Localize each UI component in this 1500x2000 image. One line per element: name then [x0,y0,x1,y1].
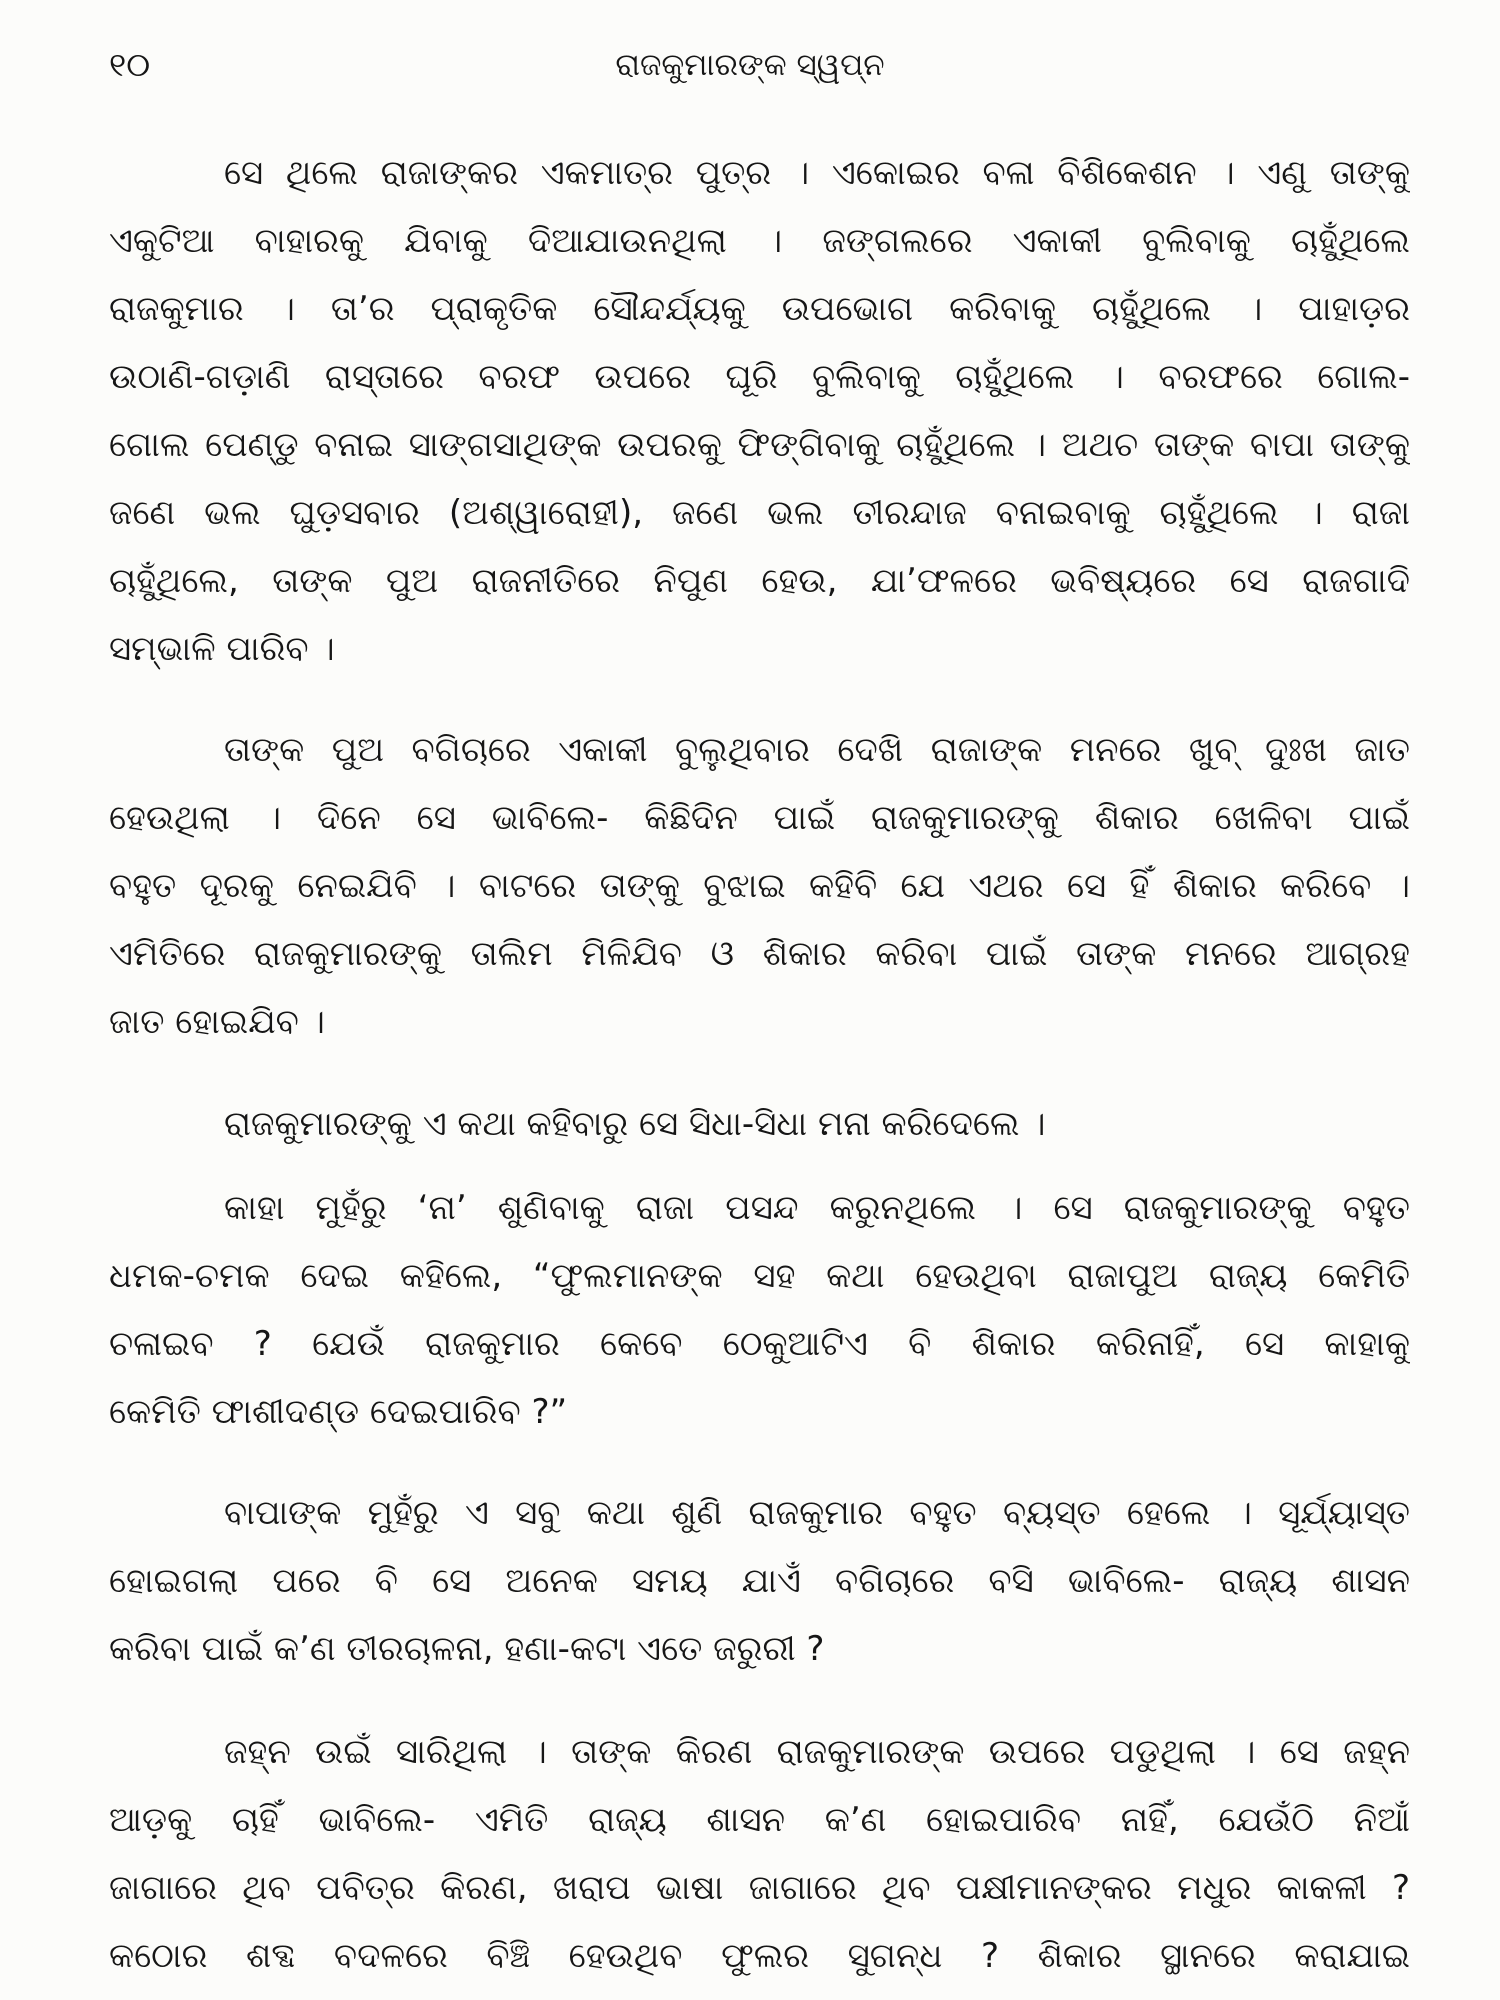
paragraph-4 [109,1174,1410,1446]
paragraph-5 [109,1479,1410,1683]
paragraph-line: ସେ ଥିଲେ ରାଜାଙ୍କର ଏକମାତ୍ର ପୁତ୍ର । ଏକୋଇର ବଳା ବିଶିକେଶନ । ଏଣୁ ତାଙ୍କୁ [224,153,1410,193]
paragraph-line: ଧମକ-ଚମକ ଦେଇ କହିଲେ, “ଫୁଲମାନଙ୍କ ସହ କଥା ହେଉଥିବା ରାଜାପୁଅ ରାଜ୍ୟ କେମିତି [109,1256,1410,1296]
paragraph-line: ଏକୁଟିଆ ବାହାରକୁ ଯିବାକୁ ଦିଆଯାଉନଥିଲା । ଜଙ୍ଗଲରେ ଏକାକୀ ବୁଲିବାକୁ ଚାହୁଁଥିଲେ [109,221,1410,261]
paragraph-line: ତାଙ୍କ ପୁଅ ବଗିଚାରେ ଏକାକୀ ବୁଲୁଥିବାର ଦେଖି ରାଜାଙ୍କ ମନରେ ଖୁବ୍ ଦୁଃଖ ଜାତ [224,730,1410,770]
paragraph-line: କାହା ମୁହଁରୁ ‘ନା’ ଶୁଣିବାକୁ ରାଜା ପସନ୍ଦ କରୁନଥିଲେ । ସେ ରାଜକୁମାରଙ୍କୁ ବହୁତ [224,1188,1410,1228]
paragraph-line: ଗୋଲ ପେଣ୍ଡୁ ବନାଇ ସାଙ୍ଗସାଥିଙ୍କ ଉପରକୁ ଫିଙ୍ଗିବାକୁ ଚାହୁଁଥିଲେ । ଅଥଚ ତାଙ୍କ ବାପା ତାଙ୍କୁ [109,425,1410,465]
paragraph-line: କଠୋର ଶବ୍ଦ ବଦଳରେ ବିଞ୍ଚି ହେଉଥିବ ଫୁଲର ସୁଗନ୍ଧ ? ଶିକାର ସ୍ଥାନରେ କରାଯାଇ [109,1936,1410,1976]
paragraph-2 [109,716,1410,1056]
paragraph-6 [109,1718,1410,1990]
paragraph-line: କେମିତି ଫାଶୀଦଣ୍ଡ ଦେଇପାରିବ ?” [109,1392,568,1432]
paragraph-line: ଜାତ ହୋଇଯିବ । [109,1002,325,1042]
paragraph-line: ଜହ୍ନ ଉଇଁ ସାରିଥିଲା । ତାଙ୍କ କିରଣ ରାଜକୁମାରଙ୍କ ଉପରେ ପଡୁଥିଲା । ସେ ଜହ୍ନ [224,1732,1410,1772]
page-number: ୧୦ [109,45,151,84]
paragraph-line: ସମ୍ଭାଳି ପାରିବ । [109,629,335,669]
running-head [0,40,1500,90]
paragraph-line: ହେଉଥିଲା । ଦିନେ ସେ ଭାବିଲେ- କିଛିଦିନ ପାଇଁ ରାଜକୁମାରଙ୍କୁ ଶିକାର ଖେଳିବା ପାଇଁ [109,798,1410,838]
paragraph-line: ଜଣେ ଭଲ ଘୁଡ଼ସବାର (ଅଶ୍ୱାରୋହୀ), ଜଣେ ଭଲ ତୀରନ୍ଦାଜ ବନାଇବାକୁ ଚାହୁଁଥିଲେ । ରାଜା [109,493,1410,533]
paragraph-line: ବାପାଙ୍କ ମୁହଁରୁ ଏ ସବୁ କଥା ଶୁଣି ରାଜକୁମାର ବହୁତ ବ୍ୟସ୍ତ ହେଲେ । ସୂର୍ଯ୍ୟାସ୍ତ [224,1493,1410,1533]
paragraph-line: ରାଜକୁମାର । ତା’ର ପ୍ରାକୃତିକ ସୌନ୍ଦର୍ଯ୍ୟକୁ ଉପଭୋଗ କରିବାକୁ ଚାହୁଁଥିଲେ । ପାହାଡ଼ର [109,289,1410,329]
paragraph-line: ଚାହୁଁଥିଲେ, ତାଙ୍କ ପୁଅ ରାଜନୀତିରେ ନିପୁଣ ହେଉ, ଯା’ଫଳରେ ଭବିଷ୍ୟରେ ସେ ରାଜଗାଦି [109,561,1410,601]
paragraph-line: ଉଠାଣି-ଗଡ଼ାଣି ରାସ୍ତାରେ ବରଫ ଉପରେ ଘୂରି ବୁଲିବାକୁ ଚାହୁଁଥିଲେ । ବରଫରେ ଗୋଲ- [109,357,1410,397]
page-title: ରାଜକୁମାରଙ୍କ ସ୍ୱପ୍ନ [615,47,885,83]
paragraph-1 [109,139,1410,683]
paragraph-3 [109,1090,1410,1158]
paragraph-line: ଆଡ଼କୁ ଚାହିଁ ଭାବିଲେ- ଏମିତି ରାଜ୍ୟ ଶାସନ କ’ଣ ହୋଇପାରିବ ନାହିଁ, ଯେଉଁଠି ନିଆଁ [109,1800,1410,1840]
paragraph-line: ଏମିତିରେ ରାଜକୁମାରଙ୍କୁ ତାଲିମ ମିଳିଯିବ ଓ ଶିକାର କରିବା ପାଇଁ ତାଙ୍କ ମନରେ ଆଗ୍ରହ [109,934,1410,974]
paragraph-line: ବହୁତ ଦୂରକୁ ନେଇଯିବି । ବାଟରେ ତାଙ୍କୁ ବୁଝାଇ କହିବି ଯେ ଏଥର ସେ ହିଁ ଶିକାର କରିବେ । [109,866,1410,906]
paragraph-line: ହୋଇଗଲା ପରେ ବି ସେ ଅନେକ ସମୟ ଯାଏଁ ବଗିଚାରେ ବସି ଭାବିଲେ- ରାଜ୍ୟ ଶାସନ [109,1561,1410,1601]
paragraph-line: କରିବା ପାଇଁ କ’ଣ ତୀରଚାଳନା, ହଣା-କଟା ଏତେ ଜରୁରୀ ? [109,1629,825,1669]
paragraph-line: ଚଳାଇବ ? ଯେଉଁ ରାଜକୁମାର କେବେ ଠେକୁଆଟିଏ ବି ଶିକାର କରିନାହିଁ, ସେ କାହାକୁ [109,1324,1410,1364]
paragraph-line: ଜାଗାରେ ଥିବ ପବିତ୍ର କିରଣ, ଖରାପ ଭାଷା ଜାଗାରେ ଥିବ ପକ୍ଷୀମାନଙ୍କର ମଧୁର କାକଳୀ ? [109,1868,1410,1908]
paragraph-line: ରାଜକୁମାରଙ୍କୁ ଏ କଥା କହିବାରୁ ସେ ସିଧା-ସିଧା ମନା କରିଦେଲେ । [224,1104,1046,1144]
